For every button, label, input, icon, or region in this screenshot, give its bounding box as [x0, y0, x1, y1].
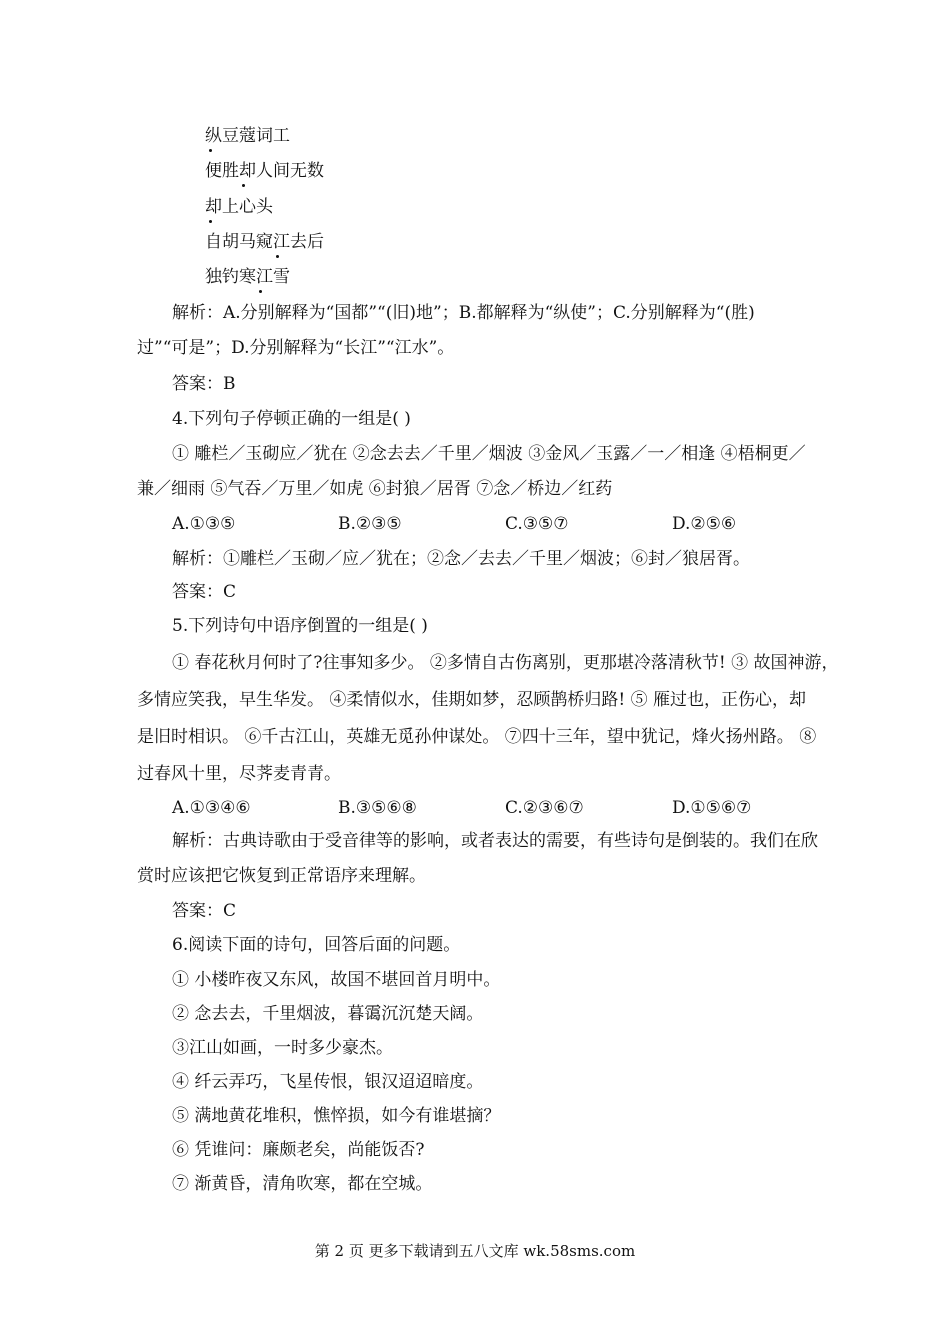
- q4-items-line-2: 兼／细雨 ⑤气吞／万里／如虎 ⑥封狼／居胥 ⑦念／桥边／红药: [137, 479, 613, 499]
- q5-items-line-3: 是旧时相识。 ⑥千古江山，英雄无觅孙仲谋处。 ⑦四十三年，望中犹记，烽火扬州路。 ⑧: [137, 727, 817, 747]
- q4-option-b: B.②③⑤: [338, 514, 402, 534]
- q6-line-1: ① 小楼昨夜又东风，故国不堪回首月明中。: [172, 970, 501, 990]
- q4-option-c: C.③⑤⑦: [505, 514, 569, 534]
- q6-stem: 6.阅读下面的诗句，回答后面的问题。: [172, 935, 461, 955]
- q5-items-line-4: 过春风十里，尽荠麦青青。: [137, 764, 341, 784]
- q6-line-7: ⑦ 渐黄昏，清角吹寒，都在空城。: [172, 1174, 433, 1194]
- q4-items-line-1: ① 雕栏／玉砌应／犹在 ②念去去／千里／烟波 ③金风／玉露／一／相逢 ④梧桐更／: [172, 444, 806, 464]
- q6-line-2: ② 念去去，千里烟波，暮霭沉沉楚天阔。: [172, 1004, 484, 1024]
- page-footer: 第 2 页 更多下载请到五八文库 wk.58sms.com: [314, 1242, 636, 1260]
- q5-stem: 5.下列诗句中语序倒置的一组是( ): [172, 616, 428, 636]
- emphasis-dot-5: [259, 290, 262, 293]
- q5-option-b: B.③⑤⑥⑧: [338, 798, 417, 818]
- q5-answer: 答案：C: [172, 901, 237, 921]
- q5-analysis-line-2: 赏时应该把它恢复到正常语序来理解。: [137, 866, 426, 886]
- vocab-item-2: 便胜却人间无数: [205, 161, 324, 181]
- vocab-item-1: 纵豆蔻词工: [205, 126, 290, 146]
- q4-answer: 答案：C: [172, 582, 237, 602]
- q5-option-d: D.①⑤⑥⑦: [672, 798, 752, 818]
- q3-analysis-line-2: 过”“可是”；D.分别解释为“长江”“江水”。: [137, 338, 455, 358]
- q3-answer: 答案：B: [172, 374, 236, 394]
- q4-stem: 4.下列句子停顿正确的一组是( ): [172, 409, 411, 429]
- q5-option-a: A.①③④⑥: [172, 798, 251, 818]
- q4-option-a: A.①③⑤: [172, 514, 236, 534]
- vocab-item-3: 却上心头: [205, 197, 273, 217]
- q6-line-3: ③江山如画，一时多少豪杰。: [172, 1038, 393, 1058]
- q5-items-line-1: ① 春花秋月何时了?往事知多少。 ②多情自古伤离别，更那堪冷落清秋节! ③ 故国神游，: [172, 653, 839, 673]
- emphasis-dot-2: [242, 184, 245, 187]
- q6-line-6: ⑥ 凭谁问：廉颇老矣，尚能饭否?: [172, 1140, 425, 1160]
- q4-option-d: D.②⑤⑥: [672, 514, 737, 534]
- q5-analysis-line-1: 解析：古典诗歌由于受音律等的影响，或者表达的需要，有些诗句是倒装的。我们在欣: [172, 831, 818, 851]
- q5-items-line-2: 多情应笑我，早生华发。 ④柔情似水，佳期如梦，忍顾鹊桥归路! ⑤ 雁过也，正伤心，却: [137, 690, 807, 710]
- q6-line-4: ④ 纤云弄巧，飞星传恨，银汉迢迢暗度。: [172, 1072, 484, 1092]
- q5-option-c: C.②③⑥⑦: [505, 798, 584, 818]
- vocab-item-4: 自胡马窥江去后: [205, 232, 324, 252]
- emphasis-dot-4: [276, 255, 279, 258]
- emphasis-dot-1: [209, 149, 212, 152]
- emphasis-dot-3: [209, 220, 212, 223]
- q3-analysis-line-1: 解析：A.分别解释为“国都”“(旧)地”；B.都解释为“纵使”；C.分别解释为“(胜): [172, 303, 755, 323]
- vocab-item-5: 独钓寒江雪: [205, 267, 290, 287]
- q6-line-5: ⑤ 满地黄花堆积，憔悴损，如今有谁堪摘？: [172, 1106, 501, 1126]
- q4-analysis: 解析：①雕栏／玉砌／应／犹在；②念／去去／千里／烟波；⑥封／狼居胥。: [172, 549, 750, 569]
